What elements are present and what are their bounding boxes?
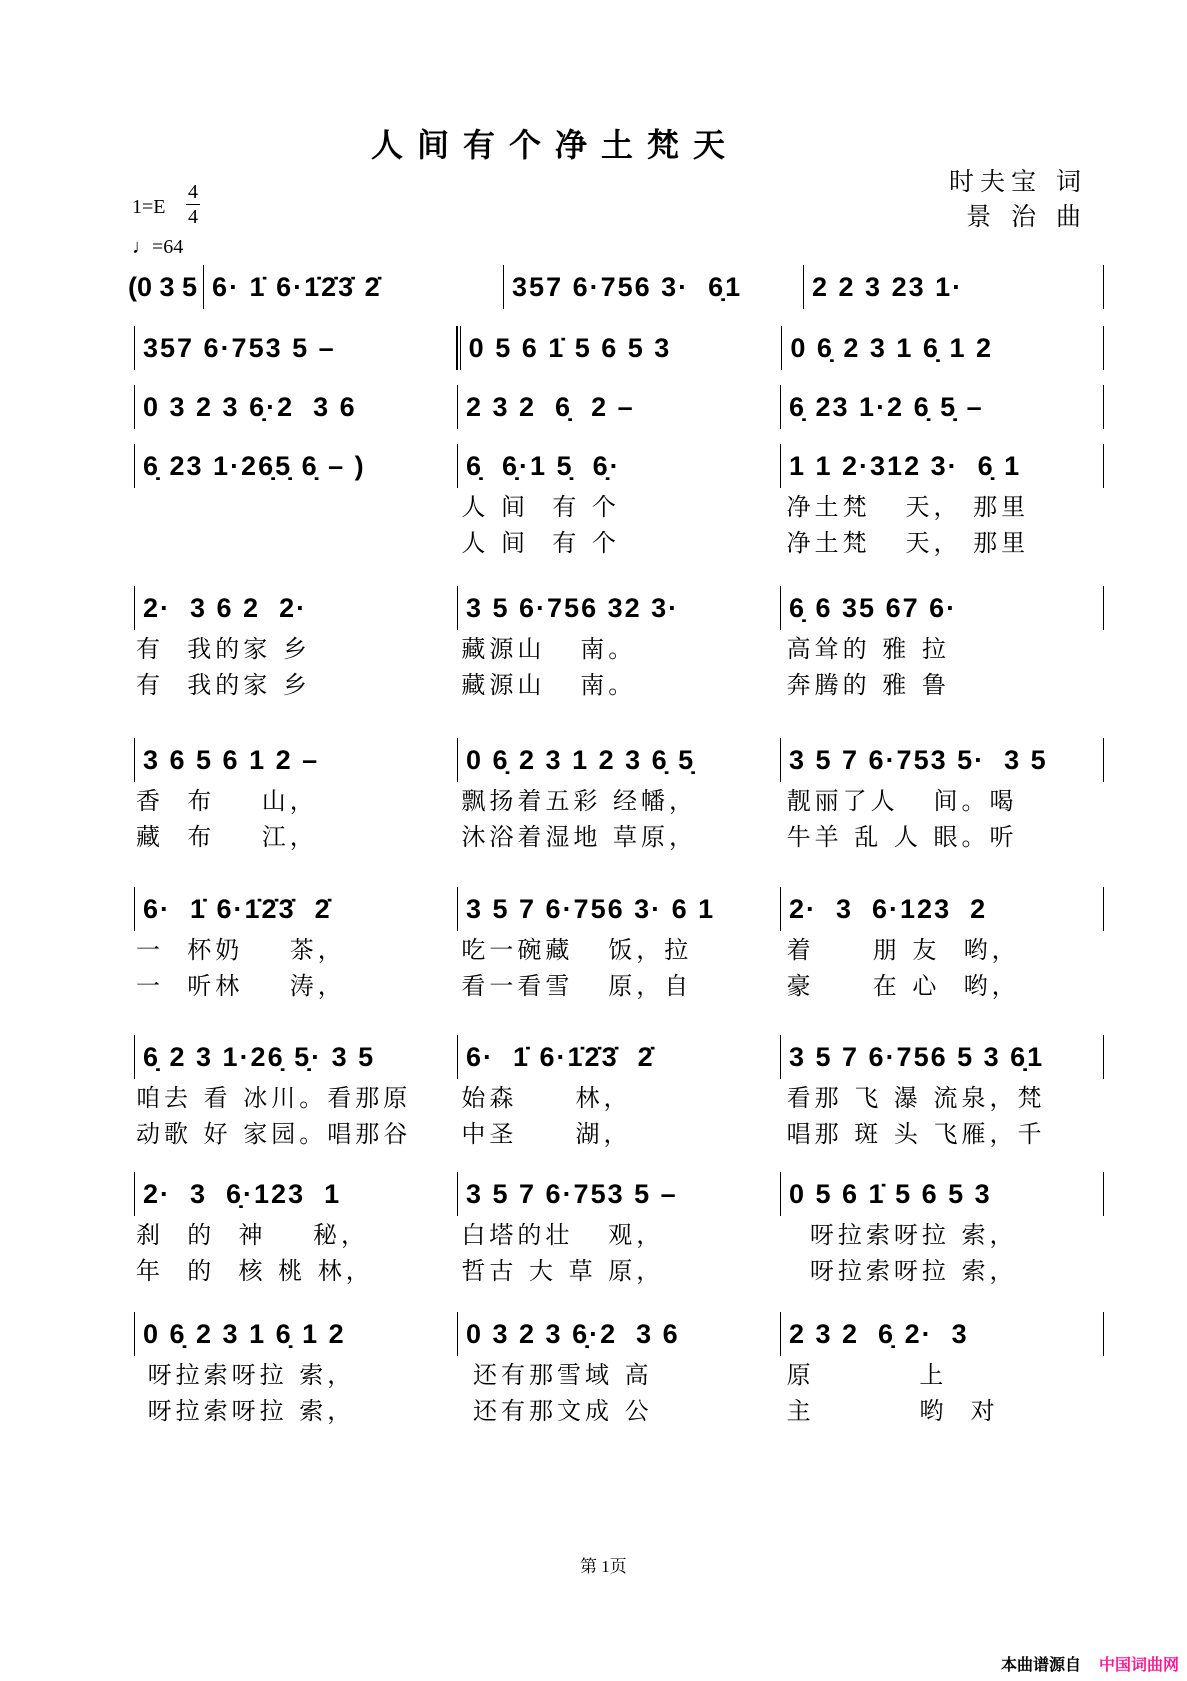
score-system xyxy=(128,1172,1104,1288)
measure: 2 3 2 6̣ 2· 3 xyxy=(781,1312,1104,1356)
notation-row xyxy=(128,1035,1104,1079)
lyric-segment: 有 我的家 乡 xyxy=(136,635,311,663)
score-system xyxy=(128,586,1104,702)
lyric-segment: 人 间 有 个 xyxy=(461,529,620,557)
lyric-segment: 年 的 核 桃 林， xyxy=(136,1257,374,1285)
notation-row xyxy=(128,887,1104,931)
lyric-segment: 吃一碗藏 饭，拉 xyxy=(461,936,693,964)
measure: 6̣ 23 1·26̣5̣ 6̣ – ) xyxy=(134,444,458,488)
lyric-segment: 呀拉索呀拉 索， xyxy=(786,1221,1018,1249)
page-number: 第 1页 xyxy=(580,1557,627,1576)
lyrics-verse-2 xyxy=(128,526,1104,560)
measure: 6· 1̇ 6·1̇2̇3̇ 2̇ xyxy=(134,887,458,931)
lyrics-verse-1 xyxy=(128,632,1104,666)
lyric-segment: 中圣 湖， xyxy=(461,1120,632,1148)
lyric-segment: 奔腾的 雅 鲁 xyxy=(786,671,950,699)
intro-pickup: (0 3 5 xyxy=(128,271,198,302)
lyric-segment: 还有那雪域 高 xyxy=(461,1361,653,1389)
score-system xyxy=(128,326,1104,370)
measure: 6· 1̇ 6·1̇2̇3̇ 2̇ xyxy=(458,1035,781,1079)
lyric-segment: 一 杯奶 茶， xyxy=(136,936,346,964)
notation-row xyxy=(128,1312,1104,1356)
measure: 2 3 2 6̣ 2 – xyxy=(458,385,781,429)
lyric-segment: 着 朋 友 哟， xyxy=(786,936,1020,964)
song-title: 人间有个净土梵天 xyxy=(370,126,739,164)
score-system xyxy=(128,1312,1104,1428)
measure: 3 5 7 6·753 5· 3 5 xyxy=(781,738,1104,782)
measure: 2· 3 6·123 2 xyxy=(781,887,1104,931)
score-system xyxy=(128,444,1104,560)
measure: 2· 3 6̣·123 1 xyxy=(134,1172,458,1216)
measure: 2 2 3 23 1· xyxy=(804,265,1104,309)
lyrics-verse-1 xyxy=(128,1358,1104,1392)
source-credit[interactable] xyxy=(1001,1652,1179,1675)
lyric-segment: 沐浴着湿地 草原， xyxy=(461,823,697,851)
score-system xyxy=(128,265,1104,309)
lyric-segment: 有 我的家 乡 xyxy=(136,671,311,699)
score-system xyxy=(128,738,1104,854)
lyric-segment: 呀拉索呀拉 索， xyxy=(786,1257,1018,1285)
measure: 357 6·756 3· 6̣1 xyxy=(504,265,804,309)
lyricist-credit: 时夫宝 词 xyxy=(949,167,1087,196)
lyric-segment: 牛羊 乱 人 眼。听 xyxy=(786,823,1018,851)
lyric-segment: 还有那文成 公 xyxy=(461,1397,653,1425)
lyrics-verse-2 xyxy=(128,969,1104,1003)
measure: 3 5 7 6·753 5 – xyxy=(458,1172,781,1216)
measure: 0 3 2 3 6̣·2 3 6 xyxy=(458,1312,781,1356)
lyric-segment: 原 上 xyxy=(786,1361,948,1389)
measure: 0 6̣ 2 3 1 6̣ 1 2 xyxy=(782,326,1104,370)
measure: 2· 3 6 2 2· xyxy=(134,586,458,630)
lyrics-verse-1 xyxy=(128,1081,1104,1115)
notation-row xyxy=(128,738,1104,782)
measure: 0 6̣ 2 3 1 2 3 6̣ 5̣ xyxy=(458,738,781,782)
notation-row xyxy=(128,326,1104,370)
lyric-segment: 白塔的壮 观， xyxy=(461,1221,665,1249)
measure: 0 3 2 3 6̣·2 3 6 xyxy=(134,385,458,429)
lyric-segment: 唱那 斑 头 飞雁，千 xyxy=(786,1120,1046,1148)
lyric-segment: 呀拉索呀拉 索， xyxy=(136,1397,356,1425)
measure: 6̣ 2 3 1·26̣ 5̣· 3 5 xyxy=(134,1035,458,1079)
notation-row xyxy=(128,1172,1104,1216)
lyric-segment: 哲古 大 草 原， xyxy=(461,1257,665,1285)
lyrics-verse-1 xyxy=(128,490,1104,524)
measure: 3 5 7 6·756 3· 6 1 xyxy=(458,887,781,931)
measure: 357 6·753 5 – xyxy=(134,326,457,370)
lyric-segment: 净土梵 天， 那里 xyxy=(786,493,1030,521)
measure: 6̣ 6̣·1 5̣ 6̣· xyxy=(458,444,781,488)
lyric-segment: 动歌 好 家园。唱那谷 xyxy=(136,1120,412,1148)
source-label: 本曲谱源自 xyxy=(1000,1655,1081,1674)
composer-credit: 景 治 曲 xyxy=(966,202,1087,231)
lyrics-verse-2 xyxy=(128,668,1104,702)
lyric-segment: 人 间 有 个 xyxy=(461,493,620,521)
lyrics-verse-1 xyxy=(128,784,1104,818)
measure: 1 1 2·312 3· 6̣ 1 xyxy=(781,444,1104,488)
lyric-segment: 主 哟 对 xyxy=(786,1397,999,1425)
score-system xyxy=(128,887,1104,1003)
lyric-segment: 始森 林， xyxy=(461,1084,632,1112)
lyric-segment: 藏源山 南。 xyxy=(461,671,637,699)
score-system xyxy=(128,1035,1104,1151)
measure: 6̣ 23 1·2 6̣ 5̣ – xyxy=(781,385,1104,429)
notation-row xyxy=(128,586,1104,630)
lyric-segment: 一 听林 涛， xyxy=(136,972,346,1000)
lyric-segment: 香 布 山， xyxy=(136,787,318,815)
lyrics-verse-2 xyxy=(128,1117,1104,1151)
lyric-segment: 高耸的 雅 拉 xyxy=(786,635,950,663)
lyric-segment: 看一看雪 原，自 xyxy=(461,972,693,1000)
measure: 3 6 5 6 1 2 – xyxy=(134,738,458,782)
measure: 3 5 6·756 32 3· xyxy=(458,586,781,630)
time-signature-bottom: 4 xyxy=(188,206,198,228)
lyrics-verse-2 xyxy=(128,1254,1104,1288)
measure: 0 6̣ 2 3 1 6̣ 1 2 xyxy=(134,1312,458,1356)
lyric-segment xyxy=(128,526,453,560)
tempo-marking: ♩=64 xyxy=(132,236,184,258)
lyric-segment: 靓丽了人 间。喝 xyxy=(786,787,1018,815)
notation-row xyxy=(128,265,1104,309)
lyric-segment: 呀拉索呀拉 索， xyxy=(136,1361,356,1389)
measure: 0 5 6 1̇ 5 6 5 3 xyxy=(781,1172,1104,1216)
lyric-segment: 咱去 看 冰川。看那原 xyxy=(136,1084,412,1112)
lyric-segment: 净土梵 天， 那里 xyxy=(786,529,1030,557)
lyrics-verse-2 xyxy=(128,820,1104,854)
lyrics-verse-1 xyxy=(128,933,1104,967)
measure: 3 5 7 6·756 5 3 6̣1 xyxy=(781,1035,1104,1079)
lyric-segment: 刹 的 神 秘， xyxy=(136,1221,370,1249)
lyric-segment: 藏 布 江， xyxy=(136,823,318,851)
lyrics-verse-1 xyxy=(128,1218,1104,1252)
measure: 6̣ 6 35 67 6· xyxy=(781,586,1104,630)
lyric-segment: 看那 飞 瀑 流泉，梵 xyxy=(786,1084,1046,1112)
notation-row xyxy=(128,385,1104,429)
score-system xyxy=(128,385,1104,429)
lyric-segment: 藏源山 南。 xyxy=(461,635,637,663)
lyric-segment: 飘扬着五彩 经幡， xyxy=(461,787,697,815)
measure: 6· 1̇ 6·1̇2̇3̇ 2̇ xyxy=(203,265,504,309)
notation-row xyxy=(128,444,1104,488)
measure: 0 5 6 1̇ 5 6 5 3 xyxy=(457,326,783,370)
key-signature: 1=E xyxy=(132,196,166,218)
lyric-segment xyxy=(128,490,453,524)
time-signature-top: 4 xyxy=(188,181,198,203)
time-signature xyxy=(186,180,200,229)
source-brand-link[interactable]: 中国词曲网 xyxy=(1098,1655,1179,1674)
lyric-segment: 豪 在 心 哟， xyxy=(786,972,1020,1000)
lyrics-verse-2 xyxy=(128,1394,1104,1428)
